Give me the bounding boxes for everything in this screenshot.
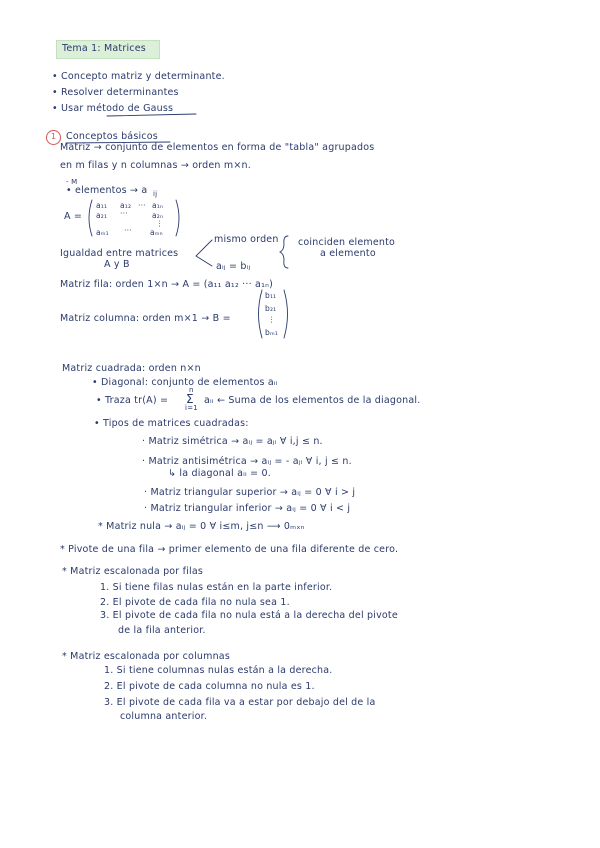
matriz-fila: Matriz fila: orden 1×n → A = (a₁₁ a₁₂ ··· a₁ₙ) [60,279,273,290]
escalonada-filas-2: 2. El pivote de cada fila no nula sea 1. [100,597,290,608]
escalonada-columnas-2: 2. El pivote de cada columna no nula es 1. [104,681,315,692]
matrix-a-right-paren [176,200,179,236]
igualdad-ayb: A y B [104,259,130,270]
matrix-a-left-paren [89,200,92,236]
matriz-cuadrada-title: Matriz cuadrada: orden n×n [62,363,201,374]
sub-item-elementos: • elementos → a [66,185,148,196]
matrix-a-r1c1: a₁₁ [96,201,108,210]
column-b-left-paren [259,290,263,338]
igualdad-result-2: a elemento [320,248,376,259]
sub-item-m: - M [66,178,78,186]
escalonada-filas-1: 1. Si tiene filas nulas están en la parte inferior. [100,582,333,593]
igualdad-brace [280,236,288,268]
diagonal-def: • Diagonal: conjunto de elementos aᵢᵢ [92,377,278,388]
escalonada-columnas-1: 1. Si tiene columnas nulas están a la derecha. [104,665,333,676]
sub-item-ij: ij [153,190,158,198]
tipos-title: • Tipos de matrices cuadradas: [94,418,249,429]
matriz-nula: * Matriz nula → aᵢⱼ = 0 ∀ i≤m, j≤n ⟶ 0ₘₓₙ [98,521,305,532]
antisimetrica: · Matriz antisimétrica → aᵢⱼ = - aⱼᵢ ∀ i, j ≤ n. [142,456,352,467]
section-title: Conceptos básicos [66,131,158,142]
igualdad-result-1: coinciden elemento [298,237,396,248]
igualdad-branch-orden: mismo orden [214,234,279,245]
matrix-a-r1c2: a₁₂ [120,201,132,210]
column-b-r1: b₁₁ [265,291,277,300]
matrix-a-r2c2: ··· [120,209,128,218]
intro-item-1: • Concepto matriz y determinante. [52,71,225,82]
matriz-columna-label: Matriz columna: orden m×1 → B = [60,313,231,324]
triangular-inferior: · Matriz triangular inferior → aᵢⱼ = 0 ∀ i < j [144,503,351,514]
column-b-r2: b₂₁ [265,304,277,313]
matriz-definition-1: Matriz → conjunto de elementos en forma de "tabla" agrupados [60,142,375,153]
underline-metodo-gauss [107,114,196,116]
escalonada-columnas-3b: columna anterior. [120,711,208,722]
igualdad-branch-lines [196,240,212,266]
intro-item-3: • Usar método de Gauss [52,103,174,114]
matrix-a-r3c3: aₘₙ [150,228,163,237]
column-b-right-paren [284,290,288,338]
section-number: 1 [51,132,57,141]
underline-conceptos [66,142,170,143]
traza-sum-lower: i=1 [185,404,198,412]
matrix-a-r2c4: a₂ₙ [152,211,164,220]
matrix-a-r2c1: a₂₁ [96,211,108,220]
traza-label: • Traza tr(A) = [96,395,169,406]
escalonada-columnas-title: * Matriz escalonada por columnas [62,651,230,662]
matrix-a-r3c1: aₘ₁ [96,228,109,237]
matrix-a-vdots: ⋮ [156,219,164,228]
matrix-a-r3c2: ··· [124,226,132,235]
pivote-def: * Pivote de una fila → primer elemento de una fila diferente de cero. [60,544,399,555]
intro-item-2: • Resolver determinantes [52,87,179,98]
escalonada-columnas-3: 3. El pivote de cada fila va a estar por debajo del de la [104,697,376,708]
page-title: Tema 1: Matrices [62,43,146,54]
escalonada-filas-3: 3. El pivote de cada fila no nula está a la derecha del pivote [100,610,398,621]
matrix-a-r1c3: ··· [138,201,146,210]
column-b-vdots: ⋮ [268,315,276,324]
traza-def: aᵢᵢ ← Suma de los elementos de la diagonal. [204,395,421,406]
triangular-superior: · Matriz triangular superior → aᵢⱼ = 0 ∀ i > j [144,487,356,498]
column-b-r4: bₘ₁ [265,328,279,337]
igualdad-label: Igualdad entre matrices [60,248,179,259]
simetrica: · Matriz simétrica → aᵢⱼ = aⱼᵢ ∀ i,j ≤ n. [142,436,323,447]
escalonada-filas-3b: de la fila anterior. [118,625,206,636]
antisimetrica-note: ↳ la diagonal aᵢᵢ = 0. [168,468,271,479]
escalonada-filas-title: * Matriz escalonada por filas [62,566,204,577]
matriz-definition-2: en m filas y n columnas → orden m×n. [60,160,251,171]
matrix-a-label: A = [64,211,83,222]
traza-sum-symbol: Σ [186,392,194,406]
traza-sum-upper: n [189,386,194,394]
igualdad-branch-elementos: aᵢⱼ = bᵢⱼ [216,261,251,272]
matrix-a-r1c4: a₁ₙ [152,201,164,210]
